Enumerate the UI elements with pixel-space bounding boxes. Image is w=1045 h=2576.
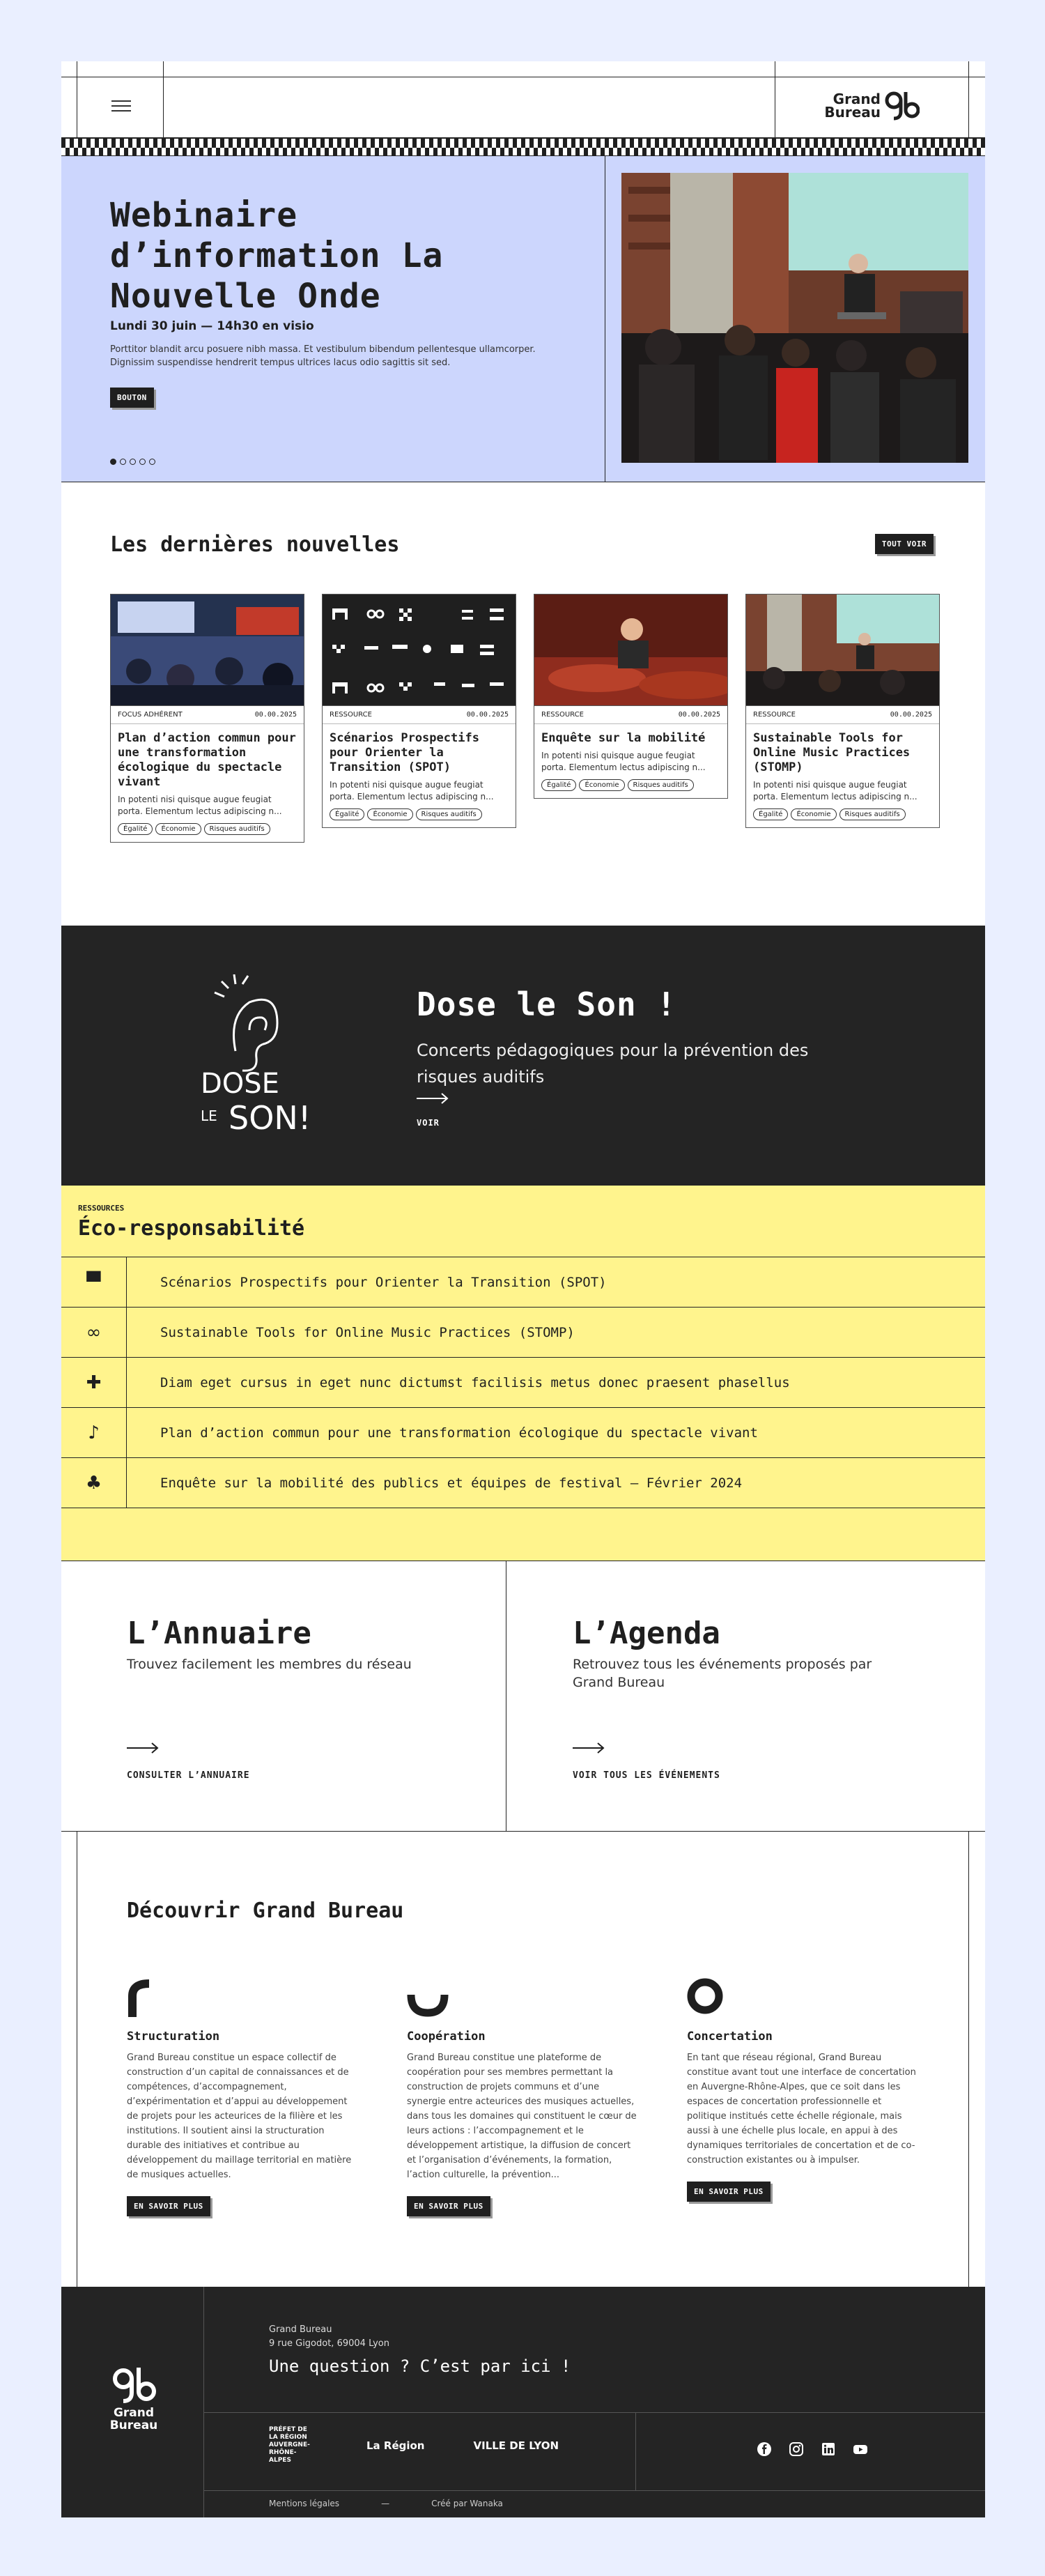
news-card-category: RESSOURCE: [753, 711, 796, 719]
discover-column-text: Grand Bureau constitue une plateforme de coopération pour ses membres permettant la construction de projets communs et d’une synergie entre acteurices des musiques actuelles, dans tous les domaines qui constituent le cœur de leurs actions : l’accompagnement et le développement artistique, la diffusion de concert et l’organisation d’événements, la formation, l’action culturelle, la prévention...: [407, 2053, 637, 2180]
news-card-date: 00.00.2025: [254, 711, 297, 719]
logo-text: DOSE: [201, 1068, 279, 1100]
facebook-icon[interactable]: [757, 2441, 772, 2457]
eco-item-label: Sustainable Tools for Online Music Practices (STOMP): [160, 1324, 575, 1340]
eco-list: [61, 1257, 985, 1508]
partner-prefet-logo[interactable]: PRÉFET DE LA RÉGION AUVERGNE-RHÔNE-ALPES: [269, 2426, 310, 2464]
learn-more-button[interactable]: EN SAVOIR PLUS: [127, 2196, 210, 2216]
discover-column: [127, 1978, 357, 2216]
news-card-title: Sustainable Tools for Online Music Practices (STOMP): [753, 731, 911, 774]
grid-line: [968, 1832, 969, 2287]
eco-list-item[interactable]: [61, 1358, 985, 1408]
directory-subtitle: Trouvez facilement les membres du réseau: [127, 1657, 412, 1672]
legal-link[interactable]: Mentions légales: [269, 2499, 340, 2508]
directory-agenda-section: [61, 1561, 985, 1832]
carousel-dot[interactable]: [139, 459, 146, 465]
hero-description: Porttitor blandit arcu posuere nibh massa. Et vestibulum bibendum pellentesque ullamcorper. Dignissim suspendisse hendrerit tempus ultrices lacus odio sagittis sit sed.: [110, 344, 536, 368]
stomp-icon: ∞: [61, 1308, 127, 1358]
news-card-title: Scénarios Prospectifs pour Orienter la Transition (SPOT): [330, 731, 479, 774]
eco-item-label: Enquête sur la mobilité des publics et équipes de festival – Février 2024: [160, 1475, 743, 1491]
menu-icon[interactable]: [111, 100, 131, 112]
eco-item-label: Plan d’action commun pour une transformation écologique du spectacle vivant: [160, 1425, 758, 1441]
footer-logo-text: Bureau: [109, 2418, 158, 2432]
learn-more-button[interactable]: EN SAVOIR PLUS: [687, 2182, 771, 2202]
footer-grid-line: [203, 2490, 985, 2491]
tag[interactable]: Égalité: [753, 808, 788, 820]
news-card-date: 00.00.2025: [890, 711, 932, 719]
tag[interactable]: Égalité: [330, 808, 364, 820]
instagram-icon[interactable]: [789, 2441, 804, 2457]
news-card[interactable]: [110, 594, 304, 843]
tag[interactable]: Économie: [367, 808, 412, 820]
spot-icon: ▀: [61, 1257, 127, 1308]
tag[interactable]: Égalité: [541, 779, 576, 791]
news-card-image: [534, 595, 727, 706]
news-section-title: Les dernières nouvelles: [110, 532, 400, 557]
carousel-dot[interactable]: [110, 459, 116, 465]
eco-item-label: Diam eget cursus in eget nunc dictumst facilisis metus donec praesent phasellus: [160, 1374, 790, 1390]
tag[interactable]: Risques auditifs: [416, 808, 482, 820]
site-logo[interactable]: [824, 89, 920, 123]
tag[interactable]: Économie: [155, 823, 201, 835]
footer-bottom-bar: [269, 2499, 503, 2508]
dose-le-son-logo: [201, 974, 326, 1135]
directory-title: L’Annuaire: [127, 1616, 311, 1651]
news-card-excerpt: In potenti nisi quisque augue feugiat porta. Elementum lectus adipiscing n...: [330, 780, 494, 802]
news-cards: [110, 594, 939, 843]
news-card-excerpt: In potenti nisi quisque augue feugiat porta. Elementum lectus adipiscing n...: [118, 795, 282, 816]
hero-date: Lundi 30 juin — 14h30 en visio: [110, 319, 314, 333]
eco-list-item[interactable]: [61, 1257, 985, 1308]
header-grid-line: [968, 61, 969, 138]
arrow-right-icon[interactable]: [573, 1742, 605, 1754]
see-all-news-button[interactable]: TOUT VOIR: [875, 534, 934, 554]
discover-column-title: Coopération: [407, 2030, 486, 2044]
eco-kicker: RESSOURCES: [78, 1204, 125, 1213]
eco-list-item[interactable]: [61, 1308, 985, 1358]
dose-le-son-banner: [61, 926, 985, 1185]
learn-more-button[interactable]: EN SAVOIR PLUS: [407, 2196, 490, 2216]
tag[interactable]: Économie: [791, 808, 836, 820]
org-name: Grand Bureau: [269, 2324, 332, 2335]
site-header: [61, 61, 985, 138]
news-card-title: Enquête sur la mobilité: [541, 731, 706, 745]
footer-address: [269, 2323, 389, 2351]
tag[interactable]: Risques auditifs: [204, 823, 270, 835]
news-card-title: Plan d’action commun pour une transformation écologique du spectacle vivant: [118, 731, 296, 789]
discover-column-title: Structuration: [127, 2030, 220, 2044]
news-card-category: RESSOURCE: [330, 711, 372, 719]
svg-text:LE: LE: [201, 1107, 217, 1124]
discover-column-title: Concertation: [687, 2030, 773, 2044]
discover-column: [407, 1978, 637, 2216]
gb-logo-icon: [111, 2366, 157, 2404]
carousel-dot[interactable]: [120, 459, 126, 465]
page: [61, 61, 985, 2517]
credit-link[interactable]: Créé par Wanaka: [431, 2499, 503, 2508]
news-card-excerpt: In potenti nisi quisque augue feugiat porta. Elementum lectus adipiscing n...: [753, 780, 918, 802]
news-card-image: [111, 595, 304, 706]
hero-image: [621, 173, 968, 463]
dose-link[interactable]: VOIR: [417, 1118, 440, 1128]
structuration-icon: [127, 1978, 155, 2017]
cooperation-icon: [407, 1978, 449, 2017]
address: 9 rue Gigodot, 69004 Lyon: [269, 2338, 389, 2349]
clover-icon: ♣: [61, 1458, 127, 1508]
carousel-dot[interactable]: [130, 459, 136, 465]
news-card-category: RESSOURCE: [541, 711, 584, 719]
footer-grid-line: [635, 2412, 636, 2490]
partner-region-logo[interactable]: La Région: [366, 2439, 425, 2452]
dose-title: Dose le Son !: [417, 986, 677, 1023]
partner-lyon-logo[interactable]: VILLE DE LYON: [473, 2439, 559, 2452]
dose-subtitle: Concerts pédagogiques pour la prévention des risques auditifs: [417, 1041, 809, 1087]
carousel-dot[interactable]: [149, 459, 155, 465]
news-card-image: [746, 595, 939, 706]
eco-list-item[interactable]: [61, 1408, 985, 1458]
concertation-icon: [687, 1978, 729, 2017]
site-footer: [61, 2287, 985, 2517]
news-card[interactable]: [534, 594, 728, 799]
directory-link[interactable]: CONSULTER L’ANNUAIRE: [127, 1770, 250, 1781]
agenda-title: L’Agenda: [573, 1616, 720, 1651]
discover-title: Découvrir Grand Bureau: [127, 1899, 404, 1923]
footer-logo[interactable]: [106, 2366, 162, 2432]
agenda-block: [573, 1616, 893, 1692]
svg-text:SON!: SON!: [229, 1099, 311, 1135]
news-card-image: [323, 595, 516, 706]
news-card-date: 00.00.2025: [466, 711, 509, 719]
checker-icon: ✚: [61, 1358, 127, 1408]
news-card-category: FOCUS ADHÉRENT: [118, 711, 183, 719]
eco-section: [61, 1185, 985, 1561]
contact-link[interactable]: Une question ? C’est par ici !: [269, 2356, 571, 2376]
news-card[interactable]: [745, 594, 940, 828]
discover-column-text: Grand Bureau constitue un espace collectif de construction d’un capital de connaissances et de compétences, d’accompagnement, d’expérimentation et d’appui au développement de projets pour les acteurices de la filière et les institutions. Il soutient ainsi la structuration durable des initiatives et contribue au développement du maillage territorial en matière de musiques actuelles.: [127, 2053, 352, 2180]
news-card-excerpt: In potenti nisi quisque augue feugiat porta. Elementum lectus adipiscing n...: [541, 751, 706, 772]
directory-block: [127, 1616, 447, 1673]
discover-section: [61, 1832, 985, 2287]
checker-band: [61, 138, 985, 156]
footer-grid-line: [203, 2287, 204, 2517]
tag[interactable]: Égalité: [118, 823, 153, 835]
eco-title: Éco-responsabilité: [78, 1216, 305, 1241]
partner-logos: [269, 2426, 559, 2464]
social-links: [757, 2441, 868, 2457]
footer-grid-line: [203, 2412, 985, 2413]
footer-logo-text: Grand: [113, 2406, 155, 2420]
discover-column: [687, 1978, 917, 2202]
linkedin-icon[interactable]: [821, 2441, 836, 2457]
logo-text: Bureau: [824, 104, 881, 121]
hero-title: Webinaire d’information La Nouvelle Onde: [110, 196, 444, 316]
note-icon: ♪: [61, 1408, 127, 1458]
carousel-dots: [110, 459, 155, 465]
arrow-right-icon[interactable]: [417, 1093, 449, 1104]
logo-text: Grand: [833, 91, 881, 107]
footer-separator: —: [381, 2499, 390, 2508]
gb-logo-icon: [885, 91, 920, 121]
tag[interactable]: Risques auditifs: [839, 808, 906, 820]
agenda-link[interactable]: VOIR TOUS LES ÉVÉNEMENTS: [573, 1770, 720, 1781]
hero-carousel: [61, 156, 985, 482]
tag[interactable]: Économie: [579, 779, 624, 791]
news-card[interactable]: [322, 594, 516, 828]
news-card-date: 00.00.2025: [678, 711, 720, 719]
eco-item-label: Scénarios Prospectifs pour Orienter la Transition (SPOT): [160, 1274, 607, 1290]
arrow-right-icon[interactable]: [127, 1742, 159, 1754]
youtube-icon[interactable]: [853, 2441, 868, 2457]
eco-list-item[interactable]: [61, 1458, 985, 1508]
agenda-subtitle: Retrouvez tous les événements proposés par Grand Bureau: [573, 1657, 872, 1690]
tag[interactable]: Risques auditifs: [628, 779, 694, 791]
hero-button[interactable]: BOUTON: [110, 388, 154, 408]
discover-column-text: En tant que réseau régional, Grand Bureau constitue avant tout une interface de concertation en Auvergne-Rhône-Alpes, que ce soit dans les espaces de concertation professionnelle et politique institués cette échelle régionale, mais aussi à une échelle plus locale, en appui à des dynamiques territoriales de concertation et de co-construction existantes ou à impulser.: [687, 2053, 916, 2165]
header-grid-line: [163, 61, 164, 138]
